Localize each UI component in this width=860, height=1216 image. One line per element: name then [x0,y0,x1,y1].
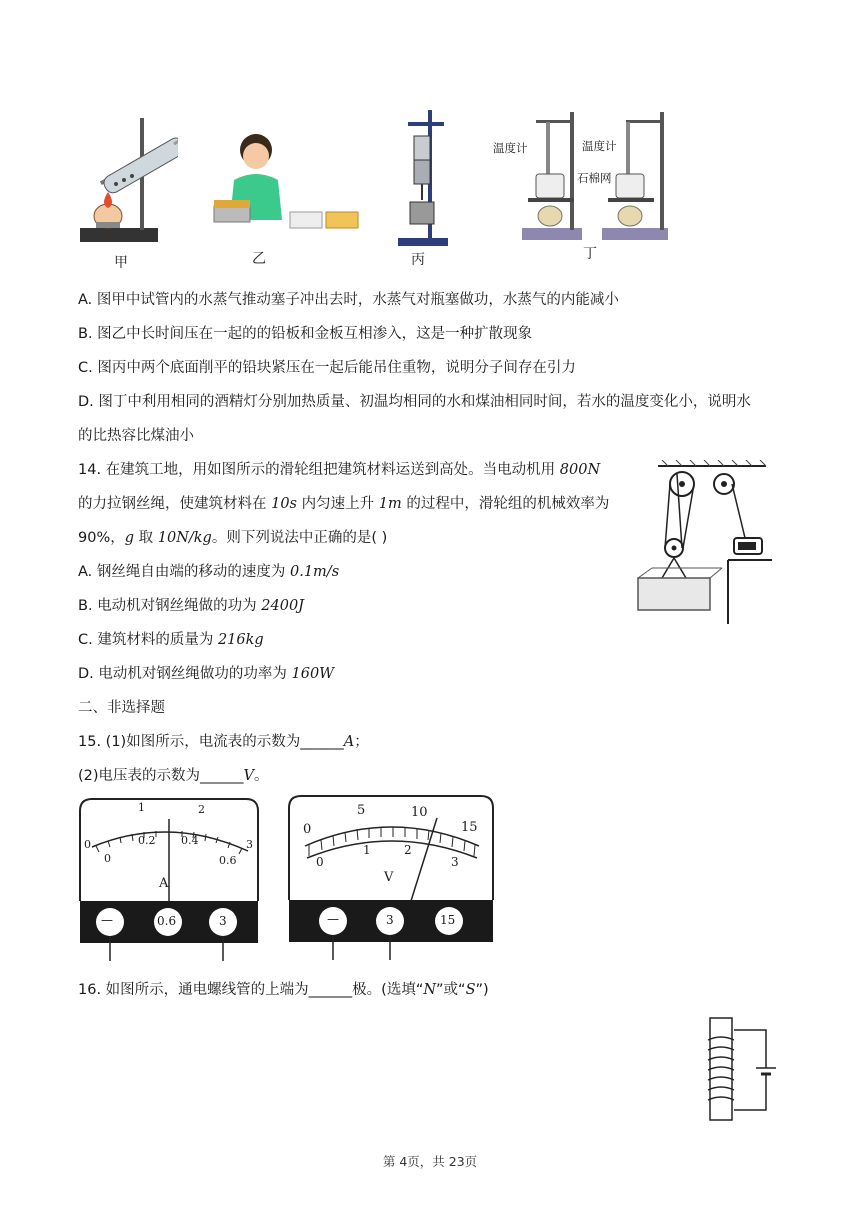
ammeter-terminal-0.6: 0.6 [157,914,177,928]
ammeter-lower-tick-3: 0.6 [219,854,237,867]
ammeter-lower-tick-0: 0 [104,852,111,865]
q14-option-d: D. 电动机对钢丝绳做功的功率为 160W [78,666,335,682]
figure-caption-jia: 甲 [114,255,128,271]
section-heading-non-choice: 二、非选择题 [78,700,165,716]
voltmeter-terminal-3: 3 [386,913,394,927]
voltmeter-terminal-negative: — [327,912,339,926]
ammeter-symbol: A [159,876,169,891]
voltmeter-lower-tick-1: 1 [363,843,371,857]
q14-option-b: B. 电动机对钢丝绳做的功为 2400J [78,598,304,614]
voltmeter-lower-tick-3: 3 [451,855,459,869]
ammeter-lower-tick-1: 0.2 [138,834,156,847]
page-footer: 第 4页，共 23页 [382,1154,478,1169]
pulley-system-figure [636,460,772,624]
figure-bing-lead-blocks [392,108,452,248]
q15-part1: 15. (1)如图所示，电流表的示数为______A； [78,734,369,750]
voltmeter-terminal-15: 15 [440,913,456,927]
solenoid-circuit-figure [698,1016,780,1124]
figure-caption-ding: 丁 [583,246,597,262]
figure-jia-test-tube-heating [78,108,178,273]
figure-caption-bing: 丙 [411,252,425,268]
ammeter-figure [78,797,260,961]
thermometer-label-right: 温度计 [582,139,617,153]
voltmeter-lower-tick-2: 2 [404,843,412,857]
ammeter-upper-tick-1: 1 [138,801,145,814]
ammeter-lower-tick-2: 0.4 [181,834,199,847]
voltmeter-upper-tick-10: 10 [411,805,428,820]
q13-option-d: D. 图丁中利用相同的酒精灯分别加热质量、初温均相同的水和煤油相同时间，若水的温度变化小，说明水 [78,394,751,410]
q13-option-d-continued: 的比热容比煤油小 [78,428,194,444]
ammeter-upper-tick-2: 2 [198,803,205,816]
thermometer-label-left: 温度计 [493,141,528,155]
q14-stem-line3: 90%，g 取 10N/kg。则下列说法中正确的是( ) [78,530,388,546]
figure-caption-yi: 乙 [252,251,266,267]
ammeter-upper-tick-3: 3 [246,838,253,851]
q14-stem-line1: 14. 在建筑工地，用如图所示的滑轮组把建筑材料运送到高处。当电动机用 800N [78,462,601,478]
q13-option-c: C. 图丙中两个底面削平的铅块紧压在一起后能吊住重物，说明分子间存在引力 [78,360,576,376]
voltmeter-symbol: V [384,870,394,885]
ammeter-terminal-3: 3 [219,914,227,928]
q15-part2: (2)电压表的示数为______V。 [78,768,269,784]
q13-option-a: A. 图甲中试管内的水蒸气推动塞子冲出去时，水蒸气对瓶塞做功，水蒸气的内能减小 [78,292,619,308]
q16-stem: 16. 如图所示，通电螺线管的上端为______极。(选填“N”或“S”) [78,982,489,998]
ammeter-terminal-negative: — [101,913,113,927]
voltmeter-upper-tick-5: 5 [357,803,366,818]
figure-yi-lead-gold-plates [208,128,363,243]
voltmeter-upper-tick-0: 0 [303,822,312,837]
q14-option-a: A. 钢丝绳自由端的移动的速度为 0.1m/s [78,564,340,580]
q14-stem-line2: 的力拉钢丝绳，使建筑材料在 10s 内匀速上升 1m 的过程中，滑轮组的机械效率为 [78,496,610,512]
voltmeter-upper-tick-15: 15 [461,820,478,835]
voltmeter-lower-tick-0: 0 [316,855,324,869]
q13-option-b: B. 图乙中长时间压在一起的的铅板和金板互相渗入，这是一种扩散现象 [78,326,533,342]
q14-option-c: C. 建筑材料的质量为 216kg [78,632,264,648]
ammeter-upper-tick-0: 0 [84,838,91,851]
gauze-label: 石棉网 [577,171,612,185]
